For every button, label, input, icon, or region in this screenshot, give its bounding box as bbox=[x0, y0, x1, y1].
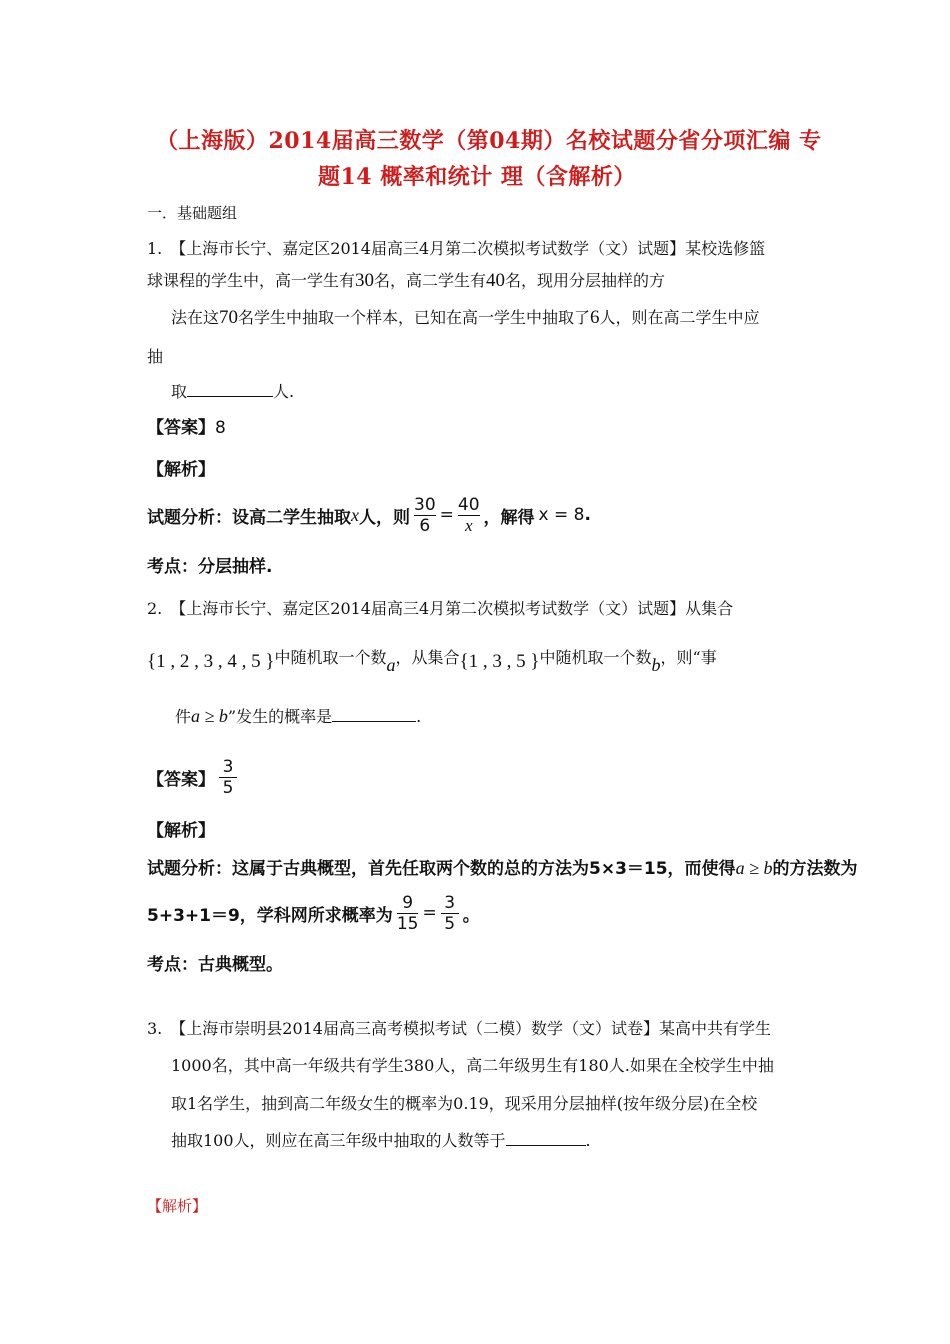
answer-label: 【答案】 bbox=[147, 769, 215, 790]
q2-kaodian: 考点：古典概型。 bbox=[147, 955, 283, 975]
q1-fraction-1: $\frac{30}{6}$ bbox=[414, 494, 436, 536]
document-title-line2: 题14 概率和统计 理（含解析） bbox=[318, 164, 636, 190]
q1-analysis: 试题分析：设高二学生抽取 x 人，则 $\frac{30}{6}$ = $\frac{40}{x}$ ，解得 x = 8 . bbox=[147, 494, 591, 536]
document-title-line1: （上海版）2014届高三数学（第04期）名校试题分省分项汇编 专 bbox=[156, 128, 822, 154]
q2-fraction-3-5: $\frac{3}{5}$ bbox=[441, 893, 459, 934]
q2-condition: a ≥ b bbox=[191, 706, 228, 726]
q2-set2: {1 , 3 , 5 } bbox=[459, 651, 540, 672]
q1-answer bbox=[147, 413, 226, 438]
q2-analysis-line1: 试题分析：这属于古典概型，首先任取两个数的总的方法为5×3＝15，而使得a ≥ b的方法数为 bbox=[147, 858, 858, 879]
q2-answer bbox=[147, 752, 241, 802]
q3-line2: 1000名，其中高一年级共有学生380人，高二年级男生有180人.如果在全校学生中抽 bbox=[171, 1056, 774, 1075]
q1-number-6: 6 bbox=[590, 307, 600, 328]
section-heading: 一．基础题组 bbox=[147, 204, 238, 222]
q2-analysis-label: 【解析】 bbox=[147, 821, 215, 841]
q2-line1: 2. 【上海市长宁、嘉定区2014届高三4月第二次模拟考试数学（文）试题】从集合 bbox=[147, 599, 734, 618]
q2-answer-fraction: $\frac{3}{5}$ bbox=[219, 757, 237, 798]
q1-solution: x = 8 bbox=[538, 505, 585, 525]
q3-line4: 抽取100人，则应在高三年级中抽取的人数等于 . bbox=[171, 1131, 591, 1150]
q1-answer-value: 8 bbox=[215, 418, 226, 438]
q1-answer-blank bbox=[187, 382, 273, 397]
q2-line2: {1 , 2 , 3 , 4 , 5 } 中随机取一个数 a ，从集合 {1 , 3 , 5 } 中随机取一个数 b ，则“事 bbox=[147, 648, 717, 675]
q3-line3: 取1名学生，抽到高二年级女生的概率为0.19，现采用分层抽样(按年级分层)在全校 bbox=[171, 1094, 758, 1113]
q2-set1: {1 , 2 , 3 , 4 , 5 } bbox=[147, 651, 275, 672]
q2-answer-blank bbox=[332, 707, 416, 722]
q1-line1: 1. 【上海市长宁、嘉定区2014届高三4月第二次模拟考试数学（文）试题】某校选修篮 bbox=[147, 239, 766, 258]
q1-line4: 抽 bbox=[147, 347, 164, 366]
q1-number-70: 70 bbox=[219, 307, 239, 328]
q2-analysis-line2: 5+3+1＝9，学科网所求概率为 $\frac{9}{15}$ = $\frac{3}{5}$ 。 bbox=[147, 892, 480, 934]
q3-answer-blank bbox=[506, 1131, 586, 1146]
q2-fraction-9-15: $\frac{9}{15}$ bbox=[396, 892, 419, 934]
q1-fraction-2: $\frac{40}{x}$ bbox=[457, 494, 480, 535]
q1-line5: 取 人. bbox=[171, 382, 295, 401]
q3-analysis-label: 【解析】 bbox=[147, 1197, 208, 1215]
q1-number-30: 30 bbox=[355, 270, 375, 291]
q1-line3: 法在这70名学生中抽取一个样本，已知在高一学生中抽取了6人，则在高二学生中应 bbox=[171, 307, 760, 328]
q1-analysis-label: 【解析】 bbox=[147, 460, 215, 480]
q2-line3: 件a ≥ b”发生的概率是 . bbox=[175, 706, 422, 726]
q1-kaodian: 考点：分层抽样. bbox=[147, 557, 273, 577]
answer-label: 【答案】 bbox=[147, 418, 215, 438]
q1-line2: 球课程的学生中，高一学生有30名，高二学生有40名，现用分层抽样的方 bbox=[147, 270, 666, 291]
q3-line1: 3. 【上海市崇明县2014届高三高考模拟考试（二模）数学（文）试卷】某高中共有学生 bbox=[147, 1019, 771, 1038]
q1-number-40: 40 bbox=[486, 270, 506, 291]
